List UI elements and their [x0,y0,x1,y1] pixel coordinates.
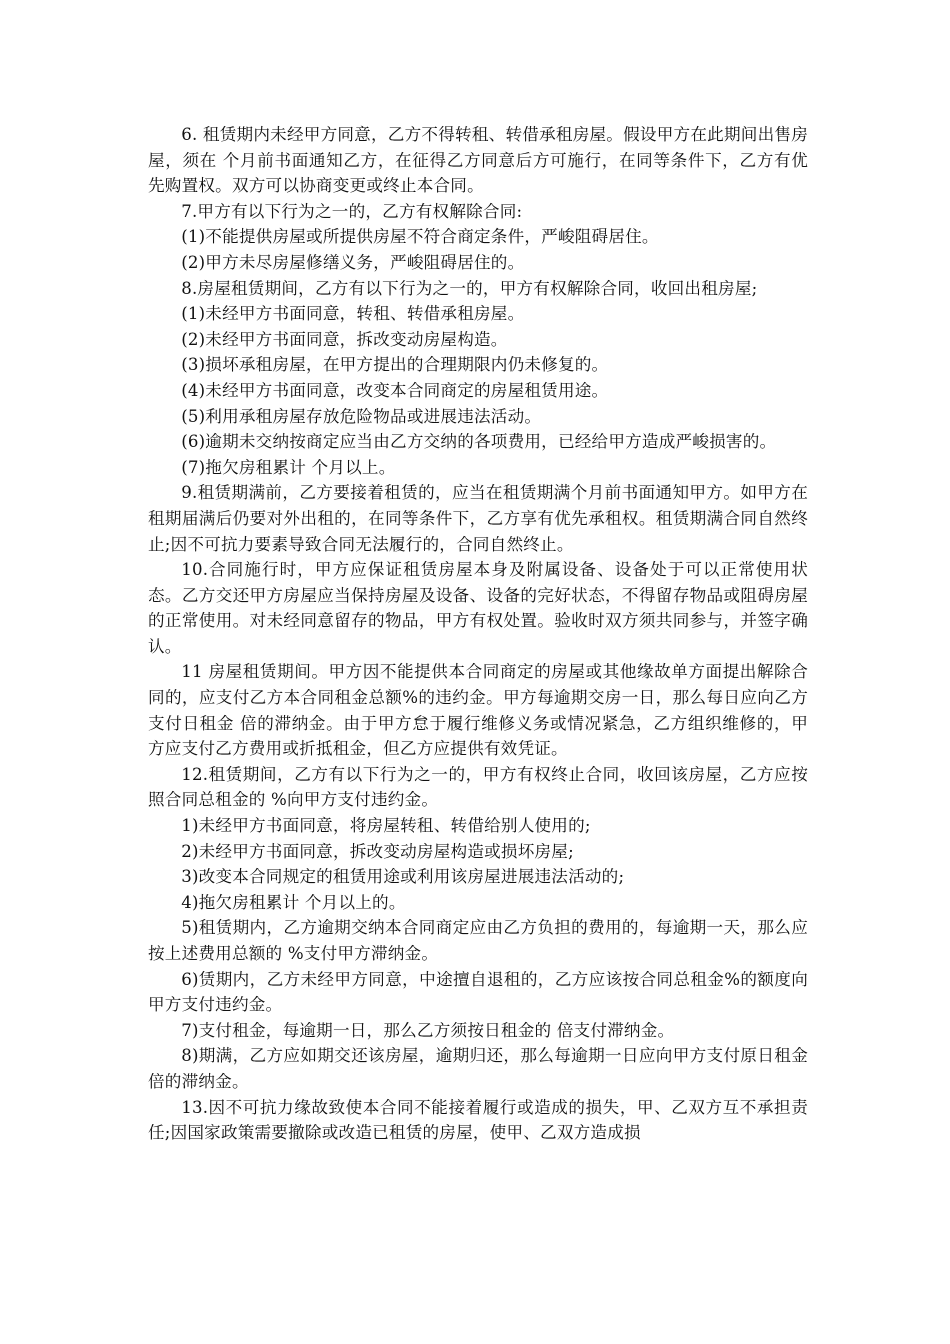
clause-8: 8.房屋租赁期间，乙方有以下行为之一的，甲方有权解除合同，收回出租房屋; [181,278,758,298]
clause-8-item-5: (5)利用承租房屋存放危险物品或进展违法活动。 [181,406,542,426]
clause-12-item-8: 8)期满，乙方应如期交还该房屋，逾期归还，那么每逾期一日应向甲方支付原日租金倍的滞纳金。 [148,1046,808,1091]
clause-12-item-5: 5)租赁期内，乙方逾期交纳本合同商定应由乙方负担的费用的，每逾期一天，那么应按上述费用总额的 %支付甲方滞纳金。 [148,918,808,963]
contract-body [148,122,808,1146]
clause-12-item-3: 3)改变本合同规定的租赁用途或利用该房屋进展违法活动的; [181,867,625,887]
clause-8-item-3: (3)损坏承租房屋，在甲方提出的合理期限内仍未修复的。 [181,355,609,375]
clause-7-item-2: (2)甲方未尽房屋修缮义务，严峻阻碍居住的。 [181,252,525,272]
clause-10: 10.合同施行时，甲方应保证租赁房屋本身及附属设备、设备处于可以正常使用状态。乙方交还甲方房屋应当保持房屋及设备、设备的完好状态，不得留存物品或阻碍房屋的正常使用。对未经同意留存的物品，甲方有权处置。验收时双方须共同参与，并签字确认。 [148,560,808,656]
clause-7: 7.甲方有以下行为之一的，乙方有权解除合同: [181,201,523,221]
clause-13: 13.因不可抗力缘故致使本合同不能接着履行或造成的损失，甲、乙双方互不承担责任;因国家政策需要撤除或改造已租赁的房屋，使甲、乙双方造成损 [148,1097,808,1143]
clause-12-item-4: 4)拖欠房租累计 个月以上的。 [181,892,406,912]
clause-12-item-7: 7)支付租金，每逾期一日，那么乙方须按日租金的 倍支付滞纳金。 [181,1020,675,1040]
clause-8-item-1: (1)未经甲方书面同意，转租、转借承租房屋。 [181,304,525,324]
clause-11: 11 房屋租赁期间。甲方因不能提供本合同商定的房屋或其他缘故单方面提出解除合同的，应支付乙方本合同租金总额%的违约金。甲方每逾期交房一日，那么每日应向乙方支付日租金 倍的滞纳金。由于甲方怠于履行维修义务或情况紧急，乙方组织维修的，甲方应支付乙方费用或折抵租金，但乙方应提供有效凭证。 [148,662,808,759]
clause-12-item-2: 2)未经甲方书面同意，拆改变动房屋构造或损坏房屋; [181,841,574,861]
clause-8-item-2: (2)未经甲方书面同意，拆改变动房屋构造。 [181,329,508,349]
clause-7-item-1: (1)不能提供房屋或所提供房屋不符合商定条件，严峻阻碍居住。 [181,227,659,247]
clause-8-item-4: (4)未经甲方书面同意，改变本合同商定的房屋租赁用途。 [181,380,609,400]
clause-12-item-1: 1)未经甲方书面同意，将房屋转租、转借给别人使用的; [181,816,591,836]
clause-12-item-6: 6)赁期内，乙方未经甲方同意，中途擅自退租的，乙方应该按合同总租金%的额度向甲方支付违约金。 [148,969,808,1015]
clause-12: 12.租赁期间，乙方有以下行为之一的，甲方有权终止合同，收回该房屋，乙方应按照合同总租金的 %向甲方支付违约金。 [148,764,808,810]
clause-9: 9.租赁期满前，乙方要接着租赁的，应当在租赁期满个月前书面通知甲方。如甲方在租期届满后仍要对外出租的，在同等条件下，乙方享有优先承租权。租赁期满合同自然终止;因不可抗力要素导致合同无法履行的，合同自然终止。 [148,483,808,554]
clause-8-item-7: (7)拖欠房租累计 个月以上。 [181,457,396,477]
clause-8-item-6: (6)逾期未交纳按商定应当由乙方交纳的各项费用，已经给甲方造成严峻损害的。 [181,432,777,452]
clause-6: 6. 租赁期内未经甲方同意，乙方不得转租、转借承租房屋。假设甲方在此期间出售房屋，须在 个月前书面通知乙方，在征得乙方同意后方可施行，在同等条件下，乙方有优先购置权。双方可以协商变更或终止本合同。 [148,125,808,196]
